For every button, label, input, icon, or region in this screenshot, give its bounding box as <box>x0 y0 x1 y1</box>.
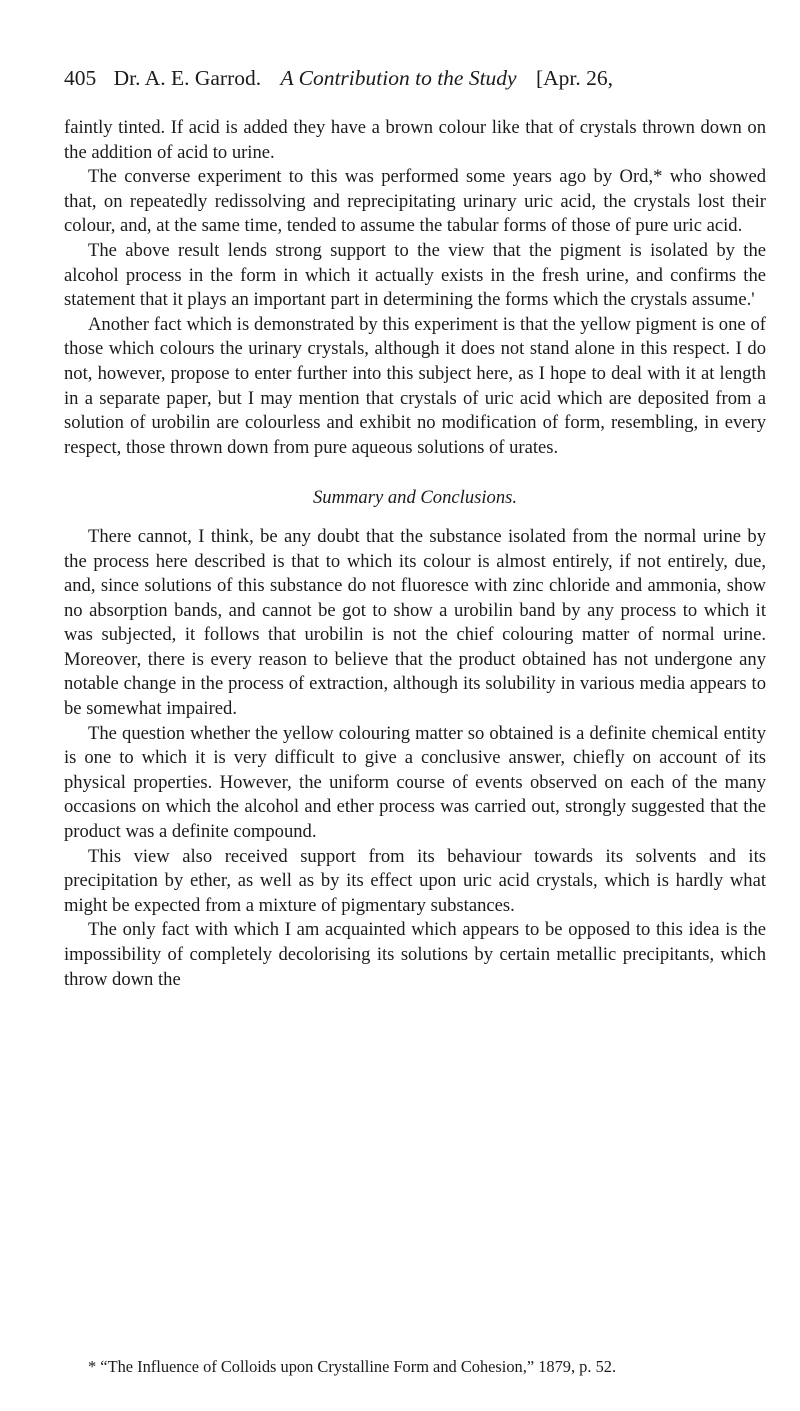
paragraph: Another fact which is demonstrated by this experiment is that the yellow pigment is one of those which colours the urinary crystals, although it does not stand alone in this respect. I do not, however, propose to enter further into this subject here, as I hope to deal with it at length in a separate paper, but I may mention that crystals of uric acid which are deposited from a solution of urobilin are colourless and exhibit no modification of form, resembling, in every respect, those thrown down from pure aqueous solutions of urates. <box>64 313 766 458</box>
body-text <box>64 116 766 992</box>
page-number: 405 <box>64 66 97 90</box>
paragraph: The question whether the yellow colouring matter so obtained is a definite chemical entity is one to which it is very difficult to give a conclusive answer, chiefly on account of its physical properties. However, the uniform course of events observed on each of the many occasions on which the alcohol and ether process was carried out, strongly suggested that the product was a definite compound. <box>64 722 766 843</box>
header-author: Dr. A. E. Garrod. <box>113 66 262 90</box>
footnote: * “The Influence of Colloids upon Crystalline Form and Cohesion,” 1879, p. 52. <box>88 1357 617 1376</box>
header-date: [Apr. 26, <box>535 66 614 90</box>
paragraph: There cannot, I think, be any doubt that the substance isolated from the normal urine by the process here described is that to which its colour is almost entirely, if not entirely, due, and, since solutions of this substance do not fluoresce with zinc chloride and ammonia, show no absorption bands, and cannot be got to show a urobilin band by any process to which it was subjected, it follows that urobilin is not the chief colouring matter of normal urine. Moreover, there is every reason to believe that the product obtained has not undergone any notable change in the process of extraction, although its solubility in various media appears to be somewhat impaired. <box>64 525 766 720</box>
paragraph: The converse experiment to this was performed some years ago by Ord,* who showed that, on repeatedly redissolving and reprecipitating urinary uric acid, the crystals lost their colour, and, at the same time, tended to assume the tabular forms of those of pure uric acid. <box>64 166 766 237</box>
paragraph: The above result lends strong support to the view that the pigment is isolated by the alcohol process in the form in which it actually exists in the fresh urine, and confirms the statement that it plays an important part in determining the forms which the crystals assume.' <box>64 239 766 311</box>
paragraph: The only fact with which I am acquainted which appears to be opposed to this idea is the impossibility of completely decolorising its solutions by certain metallic precipitants, which throw down the <box>64 919 766 990</box>
header-title: A Contribution to the Study <box>280 66 517 90</box>
section-heading: Summary and Conclusions. <box>312 487 517 509</box>
running-header <box>64 66 764 96</box>
paragraph: faintly tinted. If acid is added they have a brown colour like that of crystals thrown down on the addition of acid to urine. <box>64 117 766 163</box>
paragraph: This view also received support from its behaviour towards its solvents and its precipitation by ether, as well as by its effect upon uric acid crystals, which is hardly what might be expected from a mixture of pigmentary substances. <box>64 845 766 916</box>
